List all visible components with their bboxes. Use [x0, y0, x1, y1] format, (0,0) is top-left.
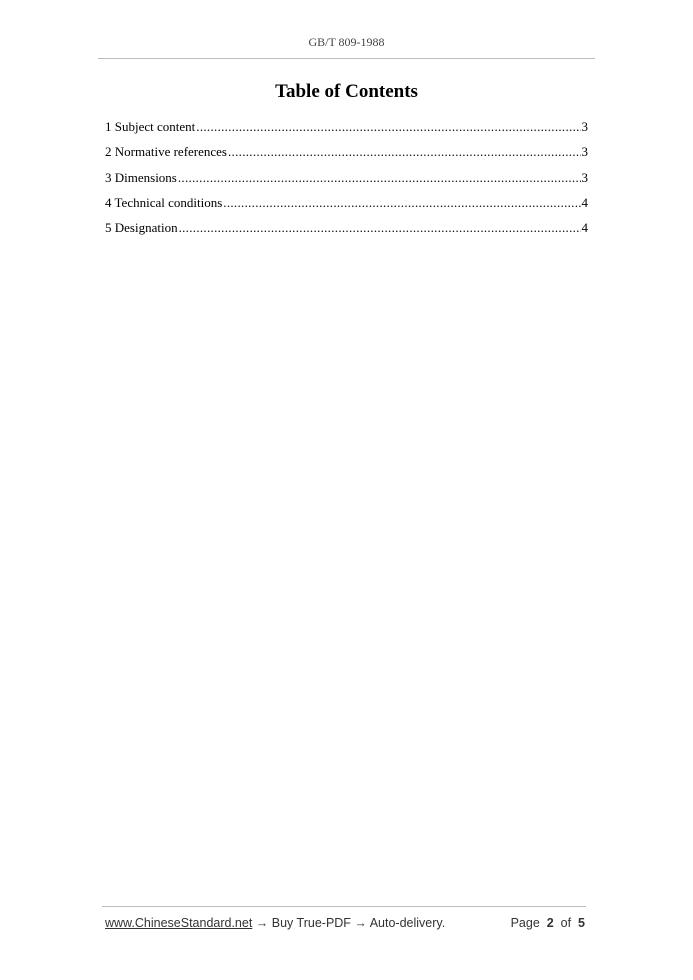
toc-entry[interactable]: [105, 168, 588, 193]
toc-leader-dots: [223, 193, 580, 213]
toc-entry-label: 3 Dimensions: [105, 169, 177, 185]
toc-entry-label: 4 Technical conditions: [105, 194, 223, 210]
site-link[interactable]: www.ChineseStandard.net: [105, 916, 253, 930]
page-footer: [105, 916, 585, 930]
header-divider: [98, 58, 595, 59]
toc-leader-dots: [196, 117, 580, 137]
of-word: of: [560, 916, 572, 930]
toc-entry-label: 5 Designation: [105, 220, 178, 236]
footer-divider: [102, 906, 586, 907]
page-word: Page: [510, 916, 540, 930]
page-header: GB/T 809-1988: [308, 35, 385, 49]
toc-entry[interactable]: [105, 117, 588, 142]
toc-entry-page: 4: [581, 220, 588, 236]
toc-entry-page: 3: [581, 119, 588, 134]
page-indicator: [511, 916, 585, 930]
toc-entry-page: 3: [581, 144, 588, 160]
toc-entry-page: 3: [581, 169, 588, 185]
footer-tagline: → Buy True-PDF → Auto-delivery.: [252, 916, 446, 930]
toc-entry[interactable]: [105, 142, 588, 167]
toc-list: [105, 117, 588, 243]
toc-entry[interactable]: [105, 193, 588, 218]
current-page: 2: [546, 916, 554, 930]
toc-entry-page: 4: [581, 194, 588, 210]
toc-title: Table of Contents: [275, 81, 418, 102]
toc-entry-label: 1 Subject content: [105, 119, 196, 134]
toc-leader-dots: [178, 168, 581, 188]
toc-leader-dots: [179, 218, 581, 238]
toc-entry-label: 2 Normative references: [105, 144, 227, 160]
toc-leader-dots: [228, 142, 581, 162]
total-pages: 5: [578, 916, 585, 930]
footer-promo: [105, 916, 445, 930]
toc-entry[interactable]: [105, 218, 588, 243]
